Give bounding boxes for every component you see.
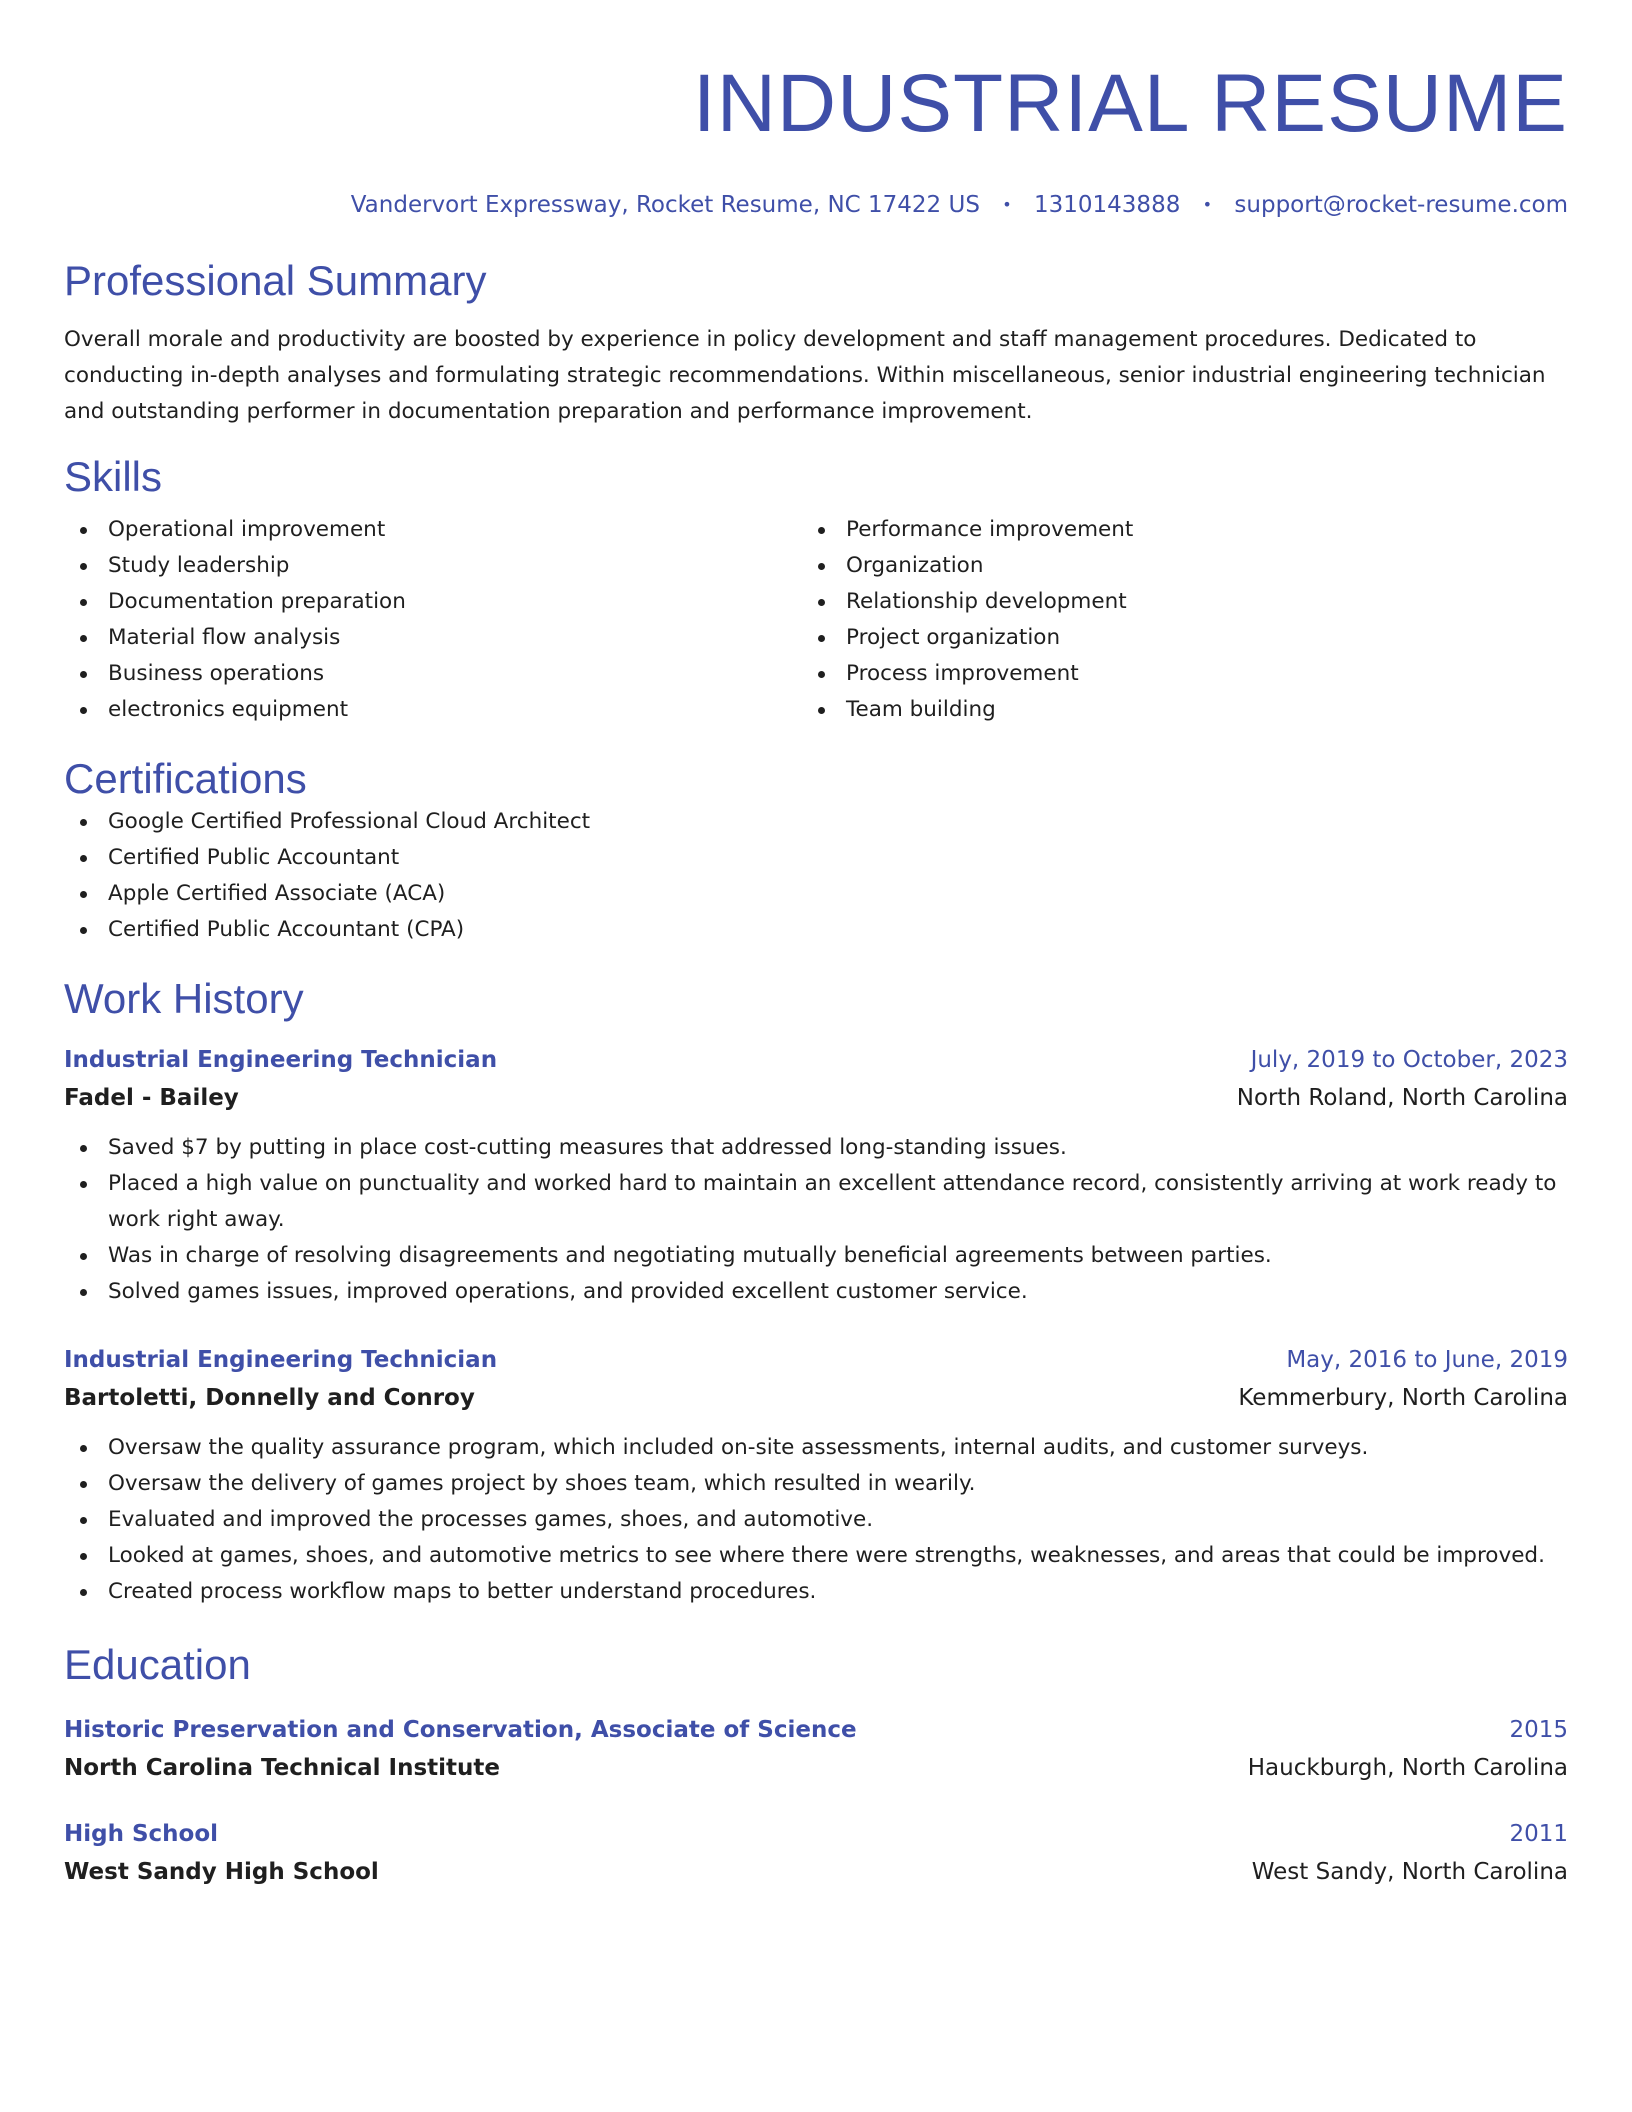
contact-separator: • xyxy=(1002,195,1012,214)
skill-item: Material flow analysis xyxy=(64,620,802,656)
job-company: Fadel - Bailey xyxy=(64,1085,239,1111)
education-school-row xyxy=(64,1852,1568,1892)
skill-item: Process improvement xyxy=(802,656,1540,692)
certifications-heading: Certifications xyxy=(64,755,307,802)
job-company-row xyxy=(64,1078,1568,1118)
education-year: 2011 xyxy=(1509,1821,1568,1847)
contact-separator: • xyxy=(1202,195,1213,214)
responsibility-item: Created process workflow maps to better understand procedures. xyxy=(64,1574,1568,1610)
job-company-row xyxy=(64,1378,1568,1418)
job-dates: May, 2016 to June, 2019 xyxy=(1286,1347,1568,1373)
work-history-heading: Work History xyxy=(64,975,304,1022)
job-responsibilities xyxy=(64,1130,1568,1310)
skill-item: electronics equipment xyxy=(64,692,802,728)
job-company: Bartoletti, Donnelly and Conroy xyxy=(64,1385,475,1411)
education-degree: High School xyxy=(64,1821,219,1847)
job-dates: July, 2019 to October, 2023 xyxy=(1250,1047,1568,1073)
work-history-section xyxy=(64,974,1568,1610)
education-year: 2015 xyxy=(1509,1717,1568,1743)
education-section xyxy=(64,1640,1568,1892)
job-header-row xyxy=(64,1342,1568,1378)
responsibility-item: Oversaw the delivery of games project by shoes team, which resulted in wearily. xyxy=(64,1466,1568,1502)
skills-list-right xyxy=(802,512,1540,728)
skill-item: Team building xyxy=(802,692,1540,728)
skill-item: Operational improvement xyxy=(64,512,802,548)
education-school: West Sandy High School xyxy=(64,1859,379,1885)
responsibility-item: Placed a high value on punctuality and worked hard to maintain an excellent attendance record, consistently arriving at work ready to work right away. xyxy=(64,1166,1568,1238)
education-entry xyxy=(64,1816,1568,1892)
skills-list-left xyxy=(64,512,802,728)
certification-item: Apple Certified Associate (ACA) xyxy=(64,876,1568,912)
skills-grid xyxy=(64,512,1568,728)
summary-section xyxy=(64,256,1568,430)
skill-item: Performance improvement xyxy=(802,512,1540,548)
skill-item: Documentation preparation xyxy=(64,584,802,620)
responsibility-item: Evaluated and improved the processes games, shoes, and automotive. xyxy=(64,1502,1568,1538)
skills-heading: Skills xyxy=(64,453,163,500)
resume-title: INDUSTRIAL RESUME xyxy=(692,58,1568,149)
education-school: North Carolina Technical Institute xyxy=(64,1755,500,1781)
responsibility-item: Looked at games, shoes, and automotive metrics to see where there were strengths, weaknesses, and areas that could be improved. xyxy=(64,1538,1568,1574)
responsibility-item: Oversaw the quality assurance program, which included on-site assessments, internal audits, and customer surveys. xyxy=(64,1430,1568,1466)
job-title: Industrial Engineering Technician xyxy=(64,1047,498,1073)
job-location: Kemmerbury, North Carolina xyxy=(1238,1385,1568,1411)
contact-phone: 1310143888 xyxy=(1034,192,1181,218)
education-degree: Historic Preservation and Conservation, Associate of Science xyxy=(64,1717,857,1743)
education-heading: Education xyxy=(64,1641,251,1688)
education-entry xyxy=(64,1712,1568,1788)
job-entry xyxy=(64,1042,1568,1310)
education-school-row xyxy=(64,1748,1568,1788)
contact-email: support@rocket-resume.com xyxy=(1234,192,1568,218)
job-header-row xyxy=(64,1042,1568,1078)
skill-item: Relationship development xyxy=(802,584,1540,620)
contact-address: Vandervort Expressway, Rocket Resume, NC 17422 US xyxy=(350,192,980,218)
skill-item: Organization xyxy=(802,548,1540,584)
skills-section xyxy=(64,452,1568,728)
job-responsibilities xyxy=(64,1430,1568,1610)
education-header-row xyxy=(64,1712,1568,1748)
education-location: West Sandy, North Carolina xyxy=(1251,1859,1568,1885)
contact-line xyxy=(64,190,1568,220)
skills-column-left xyxy=(64,512,802,728)
skills-column-right xyxy=(802,512,1540,728)
skill-item: Study leadership xyxy=(64,548,802,584)
responsibility-item: Solved games issues, improved operations, and provided excellent customer service. xyxy=(64,1274,1568,1310)
summary-heading: Professional Summary xyxy=(64,257,487,304)
summary-text: Overall morale and productivity are boosted by experience in policy development and staff management procedures. Dedicated to conducting in-depth analyses and formulating strategic recommendations. Within miscellaneous, senior industrial engineering technician and outstanding performer in documentation preparation and performance improvement. xyxy=(64,327,1546,424)
job-entry xyxy=(64,1342,1568,1610)
resume-header xyxy=(64,56,1568,220)
skill-item: Business operations xyxy=(64,656,802,692)
skill-item: Project organization xyxy=(802,620,1540,656)
certification-item: Certified Public Accountant xyxy=(64,840,1568,876)
job-location: North Roland, North Carolina xyxy=(1236,1085,1568,1111)
education-location: Hauckburgh, North Carolina xyxy=(1247,1755,1568,1781)
certifications-list xyxy=(64,804,1568,948)
certifications-section xyxy=(64,754,1568,948)
education-header-row xyxy=(64,1816,1568,1852)
responsibility-item: Saved $7 by putting in place cost-cutting measures that addressed long-standing issues. xyxy=(64,1130,1568,1166)
certification-item: Google Certified Professional Cloud Architect xyxy=(64,804,1568,840)
job-title: Industrial Engineering Technician xyxy=(64,1347,498,1373)
certification-item: Certified Public Accountant (CPA) xyxy=(64,912,1568,948)
responsibility-item: Was in charge of resolving disagreements and negotiating mutually beneficial agreements between parties. xyxy=(64,1238,1568,1274)
